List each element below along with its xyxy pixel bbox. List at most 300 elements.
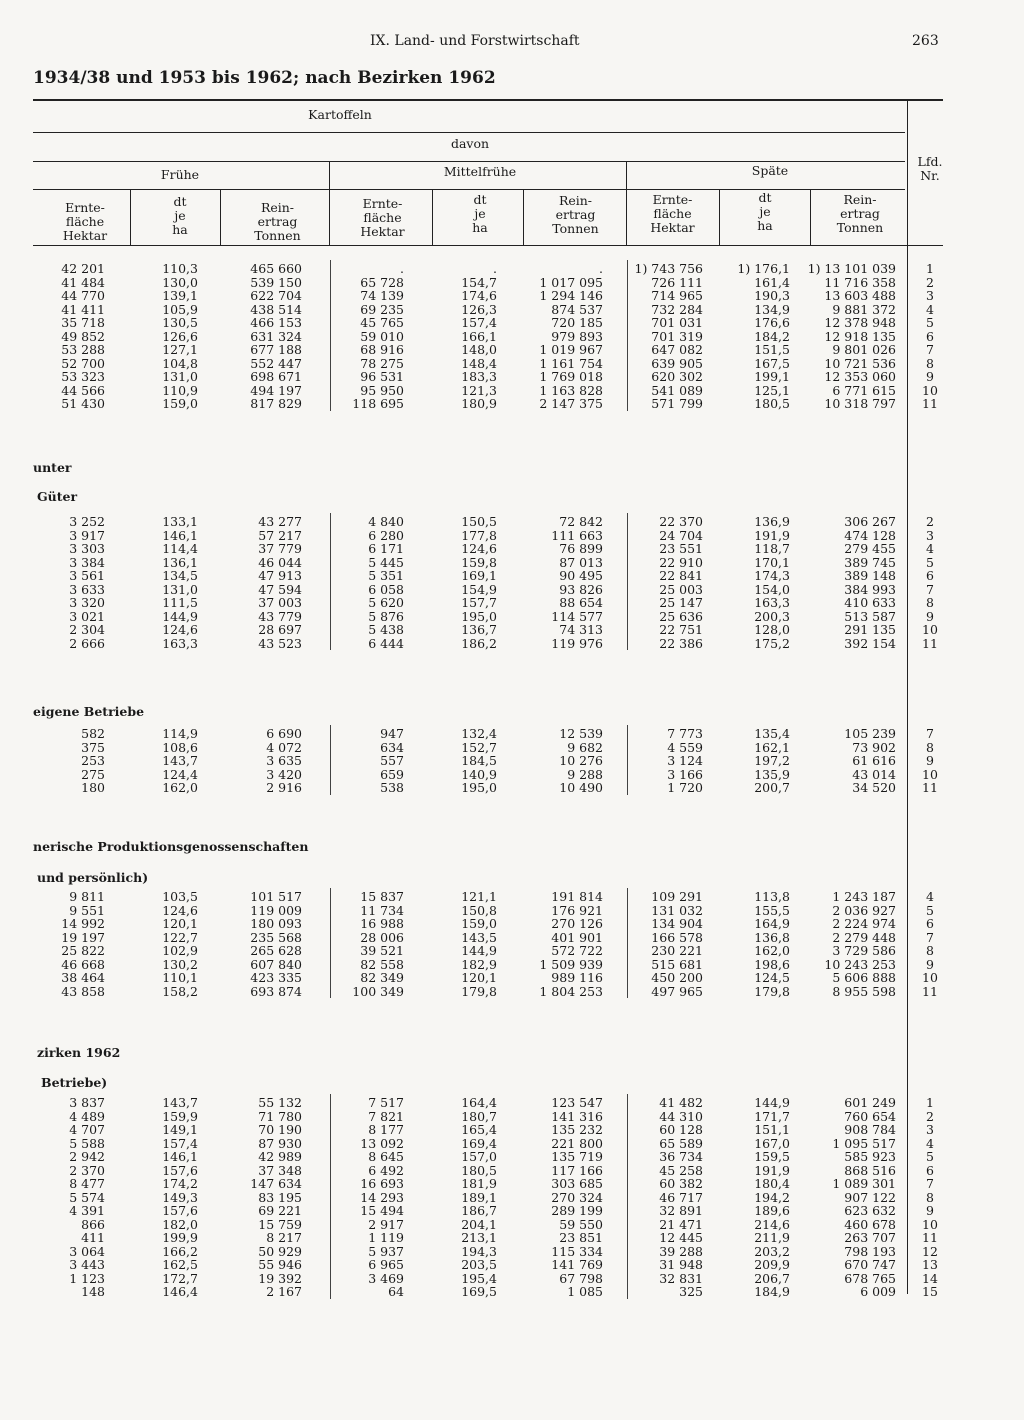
table-row bbox=[0, 637, 1024, 651]
cell-rein-mittel: 270 126 bbox=[551, 916, 603, 931]
cell-flaeche-spaete: 4 559 bbox=[667, 739, 703, 755]
cell-ertrag-mittel: 120,1 bbox=[461, 970, 497, 985]
cell-flaeche-fruehe: 3 633 bbox=[69, 581, 105, 597]
table-row bbox=[0, 971, 1024, 985]
cell-flaeche-fruehe: 44 566 bbox=[61, 382, 105, 398]
cell-rein-spaete: 13 603 488 bbox=[824, 288, 896, 303]
cell-rein-mittel: 123 547 bbox=[551, 1095, 603, 1110]
cell-flaeche-fruehe: 180 bbox=[81, 780, 105, 795]
cell-ertrag-mittel: 152,7 bbox=[461, 739, 497, 755]
section-sublabel-lpg: und persönlich) bbox=[37, 870, 149, 885]
cell-flaeche-fruehe: 43 858 bbox=[61, 983, 105, 999]
cell-rein-mittel: 221 800 bbox=[551, 1135, 603, 1151]
cell-rein-spaete: 263 707 bbox=[844, 1230, 896, 1245]
cell-flaeche-spaete: 647 082 bbox=[651, 342, 703, 357]
cell-flaeche-spaete: 31 948 bbox=[659, 1257, 703, 1272]
cell-rein-fruehe: 37 003 bbox=[258, 595, 302, 610]
cell-flaeche-mittel: 15 837 bbox=[360, 889, 404, 904]
cell-ertrag-mittel: 164,4 bbox=[461, 1095, 497, 1110]
cell-ertrag-spaete: 135,9 bbox=[754, 766, 790, 782]
cell-rein-mittel: 401 901 bbox=[551, 929, 603, 945]
cell-lfd-nr: 9 bbox=[926, 608, 934, 624]
cell-ertrag-fruehe: 124,6 bbox=[162, 622, 198, 637]
cell-ertrag-mittel: 150,5 bbox=[461, 514, 497, 529]
cell-ertrag-spaete: 134,9 bbox=[754, 301, 790, 317]
cell-ertrag-mittel: 182,9 bbox=[461, 956, 497, 972]
cell-rein-mittel: 12 539 bbox=[559, 726, 603, 741]
cell-rein-spaete: 798 193 bbox=[844, 1243, 896, 1259]
rule-col4 bbox=[432, 189, 433, 245]
table-row bbox=[0, 370, 1024, 384]
cell-rein-mittel: 191 814 bbox=[551, 889, 603, 904]
cell-flaeche-mittel: 5 937 bbox=[368, 1243, 404, 1259]
cell-rein-fruehe: 698 671 bbox=[250, 369, 302, 384]
cell-ertrag-fruehe: 159,9 bbox=[162, 1108, 198, 1124]
cell-ertrag-spaete: 154,0 bbox=[754, 581, 790, 597]
cell-flaeche-fruehe: 3 320 bbox=[69, 595, 105, 610]
cell-lfd-nr: 4 bbox=[926, 889, 934, 904]
cell-ertrag-spaete: 211,9 bbox=[754, 1230, 790, 1245]
rule-davon bbox=[33, 161, 905, 162]
cell-ertrag-spaete: 159,5 bbox=[754, 1149, 790, 1164]
column-separator bbox=[627, 888, 628, 998]
cell-ertrag-fruehe: 131,0 bbox=[162, 369, 198, 384]
cell-ertrag-spaete: 203,2 bbox=[754, 1243, 790, 1259]
column-separator bbox=[330, 725, 331, 795]
cell-rein-spaete: 513 587 bbox=[844, 608, 896, 624]
cell-ertrag-mittel: 181,9 bbox=[461, 1176, 497, 1191]
cell-rein-mittel: 87 013 bbox=[559, 554, 603, 570]
cell-flaeche-fruehe: 41 484 bbox=[61, 274, 105, 290]
cell-rein-spaete: 760 654 bbox=[844, 1108, 896, 1124]
cell-ertrag-spaete: 191,9 bbox=[754, 1162, 790, 1178]
cell-flaeche-spaete: 7 773 bbox=[667, 726, 703, 741]
cell-ertrag-spaete: 136,8 bbox=[754, 929, 790, 945]
cell-rein-fruehe: 4 072 bbox=[266, 739, 302, 755]
cell-ertrag-fruehe: 143,7 bbox=[162, 753, 198, 768]
cell-lfd-nr: 15 bbox=[922, 1284, 938, 1299]
rule-sub2 bbox=[626, 161, 627, 245]
cell-lfd-nr: 9 bbox=[926, 956, 934, 972]
cell-ertrag-spaete: 128,0 bbox=[754, 622, 790, 637]
cell-ertrag-mittel: 154,9 bbox=[461, 581, 497, 597]
cell-flaeche-mittel: 118 695 bbox=[352, 396, 404, 411]
cell-flaeche-fruehe: 3 917 bbox=[69, 527, 105, 543]
cell-flaeche-spaete: 12 445 bbox=[659, 1230, 703, 1245]
cell-rein-fruehe: 71 780 bbox=[258, 1108, 302, 1124]
cell-flaeche-mittel: 82 349 bbox=[360, 970, 404, 985]
cell-ertrag-spaete: 199,1 bbox=[754, 369, 790, 384]
section-label-lpg: nerische Produktionsgenossenschaften bbox=[33, 839, 309, 854]
table-row bbox=[0, 289, 1024, 303]
cell-rein-spaete: 5 606 888 bbox=[832, 970, 896, 985]
cell-rein-fruehe: 235 568 bbox=[250, 929, 302, 945]
cell-ertrag-mittel: 177,8 bbox=[461, 527, 497, 543]
table-row bbox=[0, 1204, 1024, 1218]
group-heading: Kartoffeln bbox=[308, 107, 372, 122]
cell-lfd-nr: 1 bbox=[926, 261, 934, 276]
cell-flaeche-fruehe: 582 bbox=[81, 726, 105, 741]
cell-ertrag-fruehe: 130,5 bbox=[162, 315, 198, 330]
cell-flaeche-spaete: 571 799 bbox=[651, 396, 703, 411]
column-separator bbox=[330, 260, 331, 411]
cell-rein-fruehe: 817 829 bbox=[250, 396, 302, 411]
cell-flaeche-spaete: 714 965 bbox=[651, 288, 703, 303]
cell-flaeche-mittel: 6 171 bbox=[368, 541, 404, 556]
cell-lfd-nr: 11 bbox=[922, 780, 938, 795]
cell-rein-mittel: 9 288 bbox=[567, 766, 603, 782]
cell-ertrag-spaete: 180,5 bbox=[754, 396, 790, 411]
cell-rein-fruehe: 28 697 bbox=[258, 622, 302, 637]
cell-flaeche-spaete: 450 200 bbox=[651, 970, 703, 985]
cell-flaeche-fruehe: 25 822 bbox=[61, 943, 105, 958]
cell-ertrag-mittel: 213,1 bbox=[461, 1230, 497, 1245]
cell-lfd-nr: 10 bbox=[922, 622, 938, 637]
cell-flaeche-mittel: 7 517 bbox=[368, 1095, 404, 1110]
cell-rein-spaete: 2 036 927 bbox=[832, 902, 896, 918]
cell-rein-mittel: 135 232 bbox=[551, 1122, 603, 1137]
cell-rein-spaete: 306 267 bbox=[844, 514, 896, 529]
cell-flaeche-fruehe: 5 588 bbox=[69, 1135, 105, 1151]
cell-flaeche-spaete: 41 482 bbox=[659, 1095, 703, 1110]
cell-rein-spaete: 105 239 bbox=[844, 726, 896, 741]
table-row bbox=[0, 944, 1024, 958]
cell-flaeche-spaete: 3 166 bbox=[667, 766, 703, 782]
cell-ertrag-mittel: 195,0 bbox=[461, 608, 497, 624]
column-separator bbox=[627, 513, 628, 650]
cell-rein-spaete: 2 279 448 bbox=[832, 929, 896, 945]
cell-rein-fruehe: 119 009 bbox=[250, 902, 302, 918]
cell-rein-fruehe: 46 044 bbox=[258, 554, 302, 570]
cell-lfd-nr: 8 bbox=[926, 1189, 934, 1205]
cell-ertrag-spaete: 164,9 bbox=[754, 916, 790, 931]
cell-ertrag-spaete: 124,5 bbox=[754, 970, 790, 985]
cell-flaeche-fruehe: 44 770 bbox=[61, 288, 105, 303]
cell-ertrag-spaete: 206,7 bbox=[754, 1270, 790, 1286]
cell-rein-fruehe: 693 874 bbox=[250, 983, 302, 999]
cell-ertrag-mittel: 154,7 bbox=[461, 274, 497, 290]
cell-lfd-nr: 8 bbox=[926, 943, 934, 958]
cell-flaeche-fruehe: 2 666 bbox=[69, 635, 105, 651]
cell-rein-mittel: 59 550 bbox=[559, 1216, 603, 1232]
cell-ertrag-fruehe: 146,4 bbox=[162, 1284, 198, 1299]
cell-rein-fruehe: 55 946 bbox=[258, 1257, 302, 1272]
cell-rein-spaete: 12 918 135 bbox=[824, 328, 896, 344]
cell-lfd-nr: 5 bbox=[926, 554, 934, 570]
cell-ertrag-mittel: 189,1 bbox=[461, 1189, 497, 1205]
cell-flaeche-spaete: 22 841 bbox=[659, 568, 703, 583]
table-row bbox=[0, 754, 1024, 768]
cell-ertrag-mittel: 159,8 bbox=[461, 554, 497, 570]
table-row bbox=[0, 1096, 1024, 1110]
cell-lfd-nr: 12 bbox=[922, 1243, 938, 1259]
cell-ertrag-spaete: 170,1 bbox=[754, 554, 790, 570]
cell-flaeche-spaete: 541 089 bbox=[651, 382, 703, 398]
cell-flaeche-mittel: 82 558 bbox=[360, 956, 404, 972]
section-sublabel-bezirke: Betriebe) bbox=[41, 1075, 108, 1090]
cell-flaeche-mittel: 45 765 bbox=[360, 315, 404, 330]
cell-flaeche-mittel: 6 280 bbox=[368, 527, 404, 543]
cell-rein-fruehe: 631 324 bbox=[250, 328, 302, 344]
cell-rein-fruehe: 465 660 bbox=[250, 261, 302, 276]
cell-ertrag-spaete: 175,2 bbox=[754, 635, 790, 651]
cell-ertrag-fruehe: 130,2 bbox=[162, 956, 198, 972]
cell-ertrag-mittel: 157,7 bbox=[461, 595, 497, 610]
cell-ertrag-fruehe: 133,1 bbox=[162, 514, 198, 529]
column-separator bbox=[627, 260, 628, 411]
cell-flaeche-mittel: 659 bbox=[380, 766, 404, 782]
cell-rein-mittel: 1 509 939 bbox=[539, 956, 603, 972]
cell-ertrag-fruehe: 111,5 bbox=[162, 595, 198, 610]
cell-ertrag-spaete: 167,5 bbox=[754, 355, 790, 371]
section-label-eigene: eigene Betriebe bbox=[33, 704, 145, 719]
cell-flaeche-fruehe: 275 bbox=[81, 766, 105, 782]
cell-rein-spaete: 474 128 bbox=[844, 527, 896, 543]
cell-flaeche-spaete: 701 319 bbox=[651, 328, 703, 344]
cell-rein-mittel: 1 294 146 bbox=[539, 288, 603, 303]
cell-flaeche-mittel: 16 988 bbox=[360, 916, 404, 931]
cell-ertrag-spaete: 184,2 bbox=[754, 328, 790, 344]
cell-flaeche-mittel: . bbox=[400, 261, 404, 276]
cell-flaeche-fruehe: 4 391 bbox=[69, 1203, 105, 1218]
cell-flaeche-mittel: 6 965 bbox=[368, 1257, 404, 1272]
cell-flaeche-fruehe: 4 707 bbox=[69, 1122, 105, 1137]
cell-ertrag-mittel: 169,4 bbox=[461, 1135, 497, 1151]
column-separator bbox=[330, 888, 331, 998]
cell-rein-spaete: 279 455 bbox=[844, 541, 896, 556]
subgroup-mittelfruehe: Mittelfrühe bbox=[443, 164, 517, 179]
table-row bbox=[0, 262, 1024, 276]
cell-flaeche-fruehe: 41 411 bbox=[61, 301, 105, 317]
cell-flaeche-spaete: 1) 743 756 bbox=[634, 261, 703, 276]
cell-flaeche-spaete: 726 111 bbox=[651, 274, 703, 290]
cell-lfd-nr: 7 bbox=[926, 726, 934, 741]
cell-flaeche-spaete: 22 751 bbox=[659, 622, 703, 637]
cell-flaeche-mittel: 16 693 bbox=[360, 1176, 404, 1191]
col-rein-2: Rein- ertrag Tonnen bbox=[552, 193, 599, 236]
cell-rein-mittel: 1 019 967 bbox=[539, 342, 603, 357]
cell-flaeche-mittel: 68 916 bbox=[360, 342, 404, 357]
cell-ertrag-mittel: 148,0 bbox=[461, 342, 497, 357]
cell-ertrag-mittel: 140,9 bbox=[461, 766, 497, 782]
col-ertrag-1: dt je ha bbox=[172, 194, 188, 237]
cell-lfd-nr: 2 bbox=[926, 274, 934, 290]
cell-flaeche-mittel: 28 006 bbox=[360, 929, 404, 945]
cell-flaeche-spaete: 732 284 bbox=[651, 301, 703, 317]
cell-ertrag-mittel: 136,7 bbox=[461, 622, 497, 637]
cell-rein-mittel: 72 842 bbox=[559, 514, 603, 529]
cell-flaeche-spaete: 230 221 bbox=[651, 943, 703, 958]
cell-flaeche-mittel: 8 645 bbox=[368, 1149, 404, 1164]
cell-flaeche-fruehe: 52 700 bbox=[61, 355, 105, 371]
cell-ertrag-mittel: 132,4 bbox=[461, 726, 497, 741]
cell-flaeche-spaete: 166 578 bbox=[651, 929, 703, 945]
cell-ertrag-mittel: 143,5 bbox=[461, 929, 497, 945]
cell-rein-fruehe: 87 930 bbox=[258, 1135, 302, 1151]
cell-ertrag-mittel: 159,0 bbox=[461, 916, 497, 931]
cell-rein-fruehe: 70 190 bbox=[258, 1122, 302, 1137]
cell-rein-spaete: 908 784 bbox=[844, 1122, 896, 1137]
cell-rein-spaete: 389 148 bbox=[844, 568, 896, 583]
cell-rein-fruehe: 494 197 bbox=[250, 382, 302, 398]
cell-ertrag-spaete: 184,9 bbox=[754, 1284, 790, 1299]
cell-flaeche-spaete: 3 124 bbox=[667, 753, 703, 768]
cell-flaeche-mittel: 39 521 bbox=[360, 943, 404, 958]
cell-flaeche-spaete: 60 128 bbox=[659, 1122, 703, 1137]
cell-rein-spaete: 34 520 bbox=[852, 780, 896, 795]
cell-ertrag-mittel: 186,7 bbox=[461, 1203, 497, 1218]
cell-flaeche-fruehe: 2 370 bbox=[69, 1162, 105, 1178]
cell-ertrag-fruehe: 162,5 bbox=[162, 1257, 198, 1272]
cell-flaeche-spaete: 21 471 bbox=[659, 1216, 703, 1232]
cell-flaeche-mittel: 14 293 bbox=[360, 1189, 404, 1205]
cell-ertrag-fruehe: 126,6 bbox=[162, 328, 198, 344]
cell-flaeche-spaete: 515 681 bbox=[651, 956, 703, 972]
cell-rein-mittel: 303 685 bbox=[551, 1176, 603, 1191]
cell-ertrag-spaete: 151,5 bbox=[754, 342, 790, 357]
cell-rein-mittel: 1 085 bbox=[567, 1284, 603, 1299]
cell-flaeche-spaete: 25 003 bbox=[659, 581, 703, 597]
cell-rein-spaete: 585 923 bbox=[844, 1149, 896, 1164]
cell-flaeche-fruehe: 375 bbox=[81, 739, 105, 755]
cell-lfd-nr: 8 bbox=[926, 355, 934, 371]
cell-rein-spaete: 384 993 bbox=[844, 581, 896, 597]
cell-flaeche-mittel: 538 bbox=[380, 780, 404, 795]
cell-flaeche-fruehe: 3 837 bbox=[69, 1095, 105, 1110]
cell-ertrag-spaete: 162,1 bbox=[754, 739, 790, 755]
cell-ertrag-fruehe: 130,0 bbox=[162, 274, 198, 290]
cell-ertrag-mittel: 180,7 bbox=[461, 1108, 497, 1124]
cell-flaeche-spaete: 22 910 bbox=[659, 554, 703, 570]
cell-rein-spaete: 678 765 bbox=[844, 1270, 896, 1286]
cell-ertrag-mittel: 195,0 bbox=[461, 780, 497, 795]
cell-flaeche-spaete: 25 147 bbox=[659, 595, 703, 610]
cell-flaeche-fruehe: 51 430 bbox=[61, 396, 105, 411]
cell-flaeche-fruehe: 9 551 bbox=[69, 902, 105, 918]
cell-rein-fruehe: 55 132 bbox=[258, 1095, 302, 1110]
cell-ertrag-spaete: 161,4 bbox=[754, 274, 790, 290]
cell-flaeche-spaete: 497 965 bbox=[651, 983, 703, 999]
cell-flaeche-mittel: 65 728 bbox=[360, 274, 404, 290]
section-sublabel-gueter: Güter bbox=[37, 489, 78, 504]
cell-lfd-nr: 2 bbox=[926, 1108, 934, 1124]
cell-lfd-nr: 13 bbox=[922, 1257, 938, 1272]
cell-ertrag-fruehe: 105,9 bbox=[162, 301, 198, 317]
cell-lfd-nr: 2 bbox=[926, 514, 934, 529]
cell-rein-mittel: 979 893 bbox=[551, 328, 603, 344]
cell-lfd-nr: 5 bbox=[926, 315, 934, 330]
cell-rein-mittel: 10 490 bbox=[559, 780, 603, 795]
table-row bbox=[0, 343, 1024, 357]
cell-lfd-nr: 7 bbox=[926, 342, 934, 357]
cell-ertrag-mittel: 180,5 bbox=[461, 1162, 497, 1178]
cell-lfd-nr: 10 bbox=[922, 382, 938, 398]
cell-flaeche-spaete: 32 891 bbox=[659, 1203, 703, 1218]
cell-flaeche-spaete: 22 370 bbox=[659, 514, 703, 529]
cell-flaeche-mittel: 947 bbox=[380, 726, 404, 741]
cell-rein-fruehe: 47 913 bbox=[258, 568, 302, 583]
cell-rein-spaete: 392 154 bbox=[844, 635, 896, 651]
cell-rein-mittel: 10 276 bbox=[559, 753, 603, 768]
cell-rein-spaete: 1) 13 101 039 bbox=[807, 261, 896, 276]
cell-ertrag-mittel: 121,3 bbox=[461, 382, 497, 398]
cell-lfd-nr: 14 bbox=[922, 1270, 938, 1286]
cell-flaeche-mittel: 7 821 bbox=[368, 1108, 404, 1124]
cell-flaeche-mittel: 8 177 bbox=[368, 1122, 404, 1137]
cell-rein-fruehe: 2 167 bbox=[266, 1284, 302, 1299]
cell-rein-spaete: 389 745 bbox=[844, 554, 896, 570]
cell-lfd-nr: 10 bbox=[922, 970, 938, 985]
rule-col7 bbox=[719, 189, 720, 245]
table-row bbox=[0, 1285, 1024, 1299]
cell-lfd-nr: 9 bbox=[926, 369, 934, 384]
lfd-heading: Lfd. Nr. bbox=[917, 154, 943, 183]
cell-flaeche-fruehe: 53 288 bbox=[61, 342, 105, 357]
cell-rein-mittel: 1 769 018 bbox=[539, 369, 603, 384]
cell-lfd-nr: 11 bbox=[922, 635, 938, 651]
cell-rein-mittel: 117 166 bbox=[551, 1162, 603, 1178]
cell-flaeche-mittel: 5 620 bbox=[368, 595, 404, 610]
cell-flaeche-mittel: 557 bbox=[380, 753, 404, 768]
cell-flaeche-mittel: 15 494 bbox=[360, 1203, 404, 1218]
cell-rein-spaete: 8 955 598 bbox=[832, 983, 896, 999]
cell-rein-spaete: 9 801 026 bbox=[832, 342, 896, 357]
cell-flaeche-fruehe: 9 811 bbox=[69, 889, 105, 904]
cell-ertrag-spaete: 118,7 bbox=[754, 541, 790, 556]
column-separator bbox=[627, 1094, 628, 1299]
cell-ertrag-fruehe: 124,4 bbox=[162, 766, 198, 782]
rule-col5 bbox=[523, 189, 524, 245]
table-row bbox=[0, 1177, 1024, 1191]
section-label-unter: unter bbox=[33, 460, 72, 475]
cell-rein-mittel: 9 682 bbox=[567, 739, 603, 755]
cell-ertrag-mittel: 203,5 bbox=[461, 1257, 497, 1272]
cell-ertrag-mittel: 121,1 bbox=[461, 889, 497, 904]
cell-ertrag-mittel: 195,4 bbox=[461, 1270, 497, 1286]
cell-rein-fruehe: 423 335 bbox=[250, 970, 302, 985]
column-separator bbox=[627, 725, 628, 795]
col-ertrag-3: dt je ha bbox=[757, 190, 773, 233]
cell-ertrag-fruehe: 157,4 bbox=[162, 1135, 198, 1151]
chapter-title: IX. Land- und Forstwirtschaft bbox=[370, 33, 580, 49]
cell-ertrag-spaete: 125,1 bbox=[754, 382, 790, 398]
cell-ertrag-mittel: 157,0 bbox=[461, 1149, 497, 1164]
cell-flaeche-spaete: 620 302 bbox=[651, 369, 703, 384]
cell-flaeche-mittel: 6 058 bbox=[368, 581, 404, 597]
cell-flaeche-spaete: 32 831 bbox=[659, 1270, 703, 1286]
cell-rein-fruehe: 6 690 bbox=[266, 726, 302, 741]
col-flaeche-2: Ernte- fläche Hektar bbox=[360, 196, 405, 239]
cell-rein-spaete: 1 243 187 bbox=[832, 889, 896, 904]
cell-ertrag-fruehe: 136,1 bbox=[162, 554, 198, 570]
cell-rein-mittel: 88 654 bbox=[559, 595, 603, 610]
cell-flaeche-mittel: 1 119 bbox=[368, 1230, 404, 1245]
cell-flaeche-mittel: 69 235 bbox=[360, 301, 404, 317]
cell-ertrag-spaete: 144,9 bbox=[754, 1095, 790, 1110]
cell-ertrag-mittel: 126,3 bbox=[461, 301, 497, 317]
table-row bbox=[0, 1150, 1024, 1164]
cell-ertrag-spaete: 200,7 bbox=[754, 780, 790, 795]
cell-rein-spaete: 6 009 bbox=[860, 1284, 896, 1299]
cell-ertrag-mittel: 124,6 bbox=[461, 541, 497, 556]
table-row bbox=[0, 727, 1024, 741]
cell-ertrag-fruehe: 144,9 bbox=[162, 608, 198, 624]
cell-flaeche-mittel: 5 445 bbox=[368, 554, 404, 570]
cell-rein-fruehe: 42 989 bbox=[258, 1149, 302, 1164]
cell-rein-fruehe: 677 188 bbox=[250, 342, 302, 357]
cell-flaeche-mittel: 6 444 bbox=[368, 635, 404, 651]
cell-flaeche-fruehe: 411 bbox=[81, 1230, 105, 1245]
